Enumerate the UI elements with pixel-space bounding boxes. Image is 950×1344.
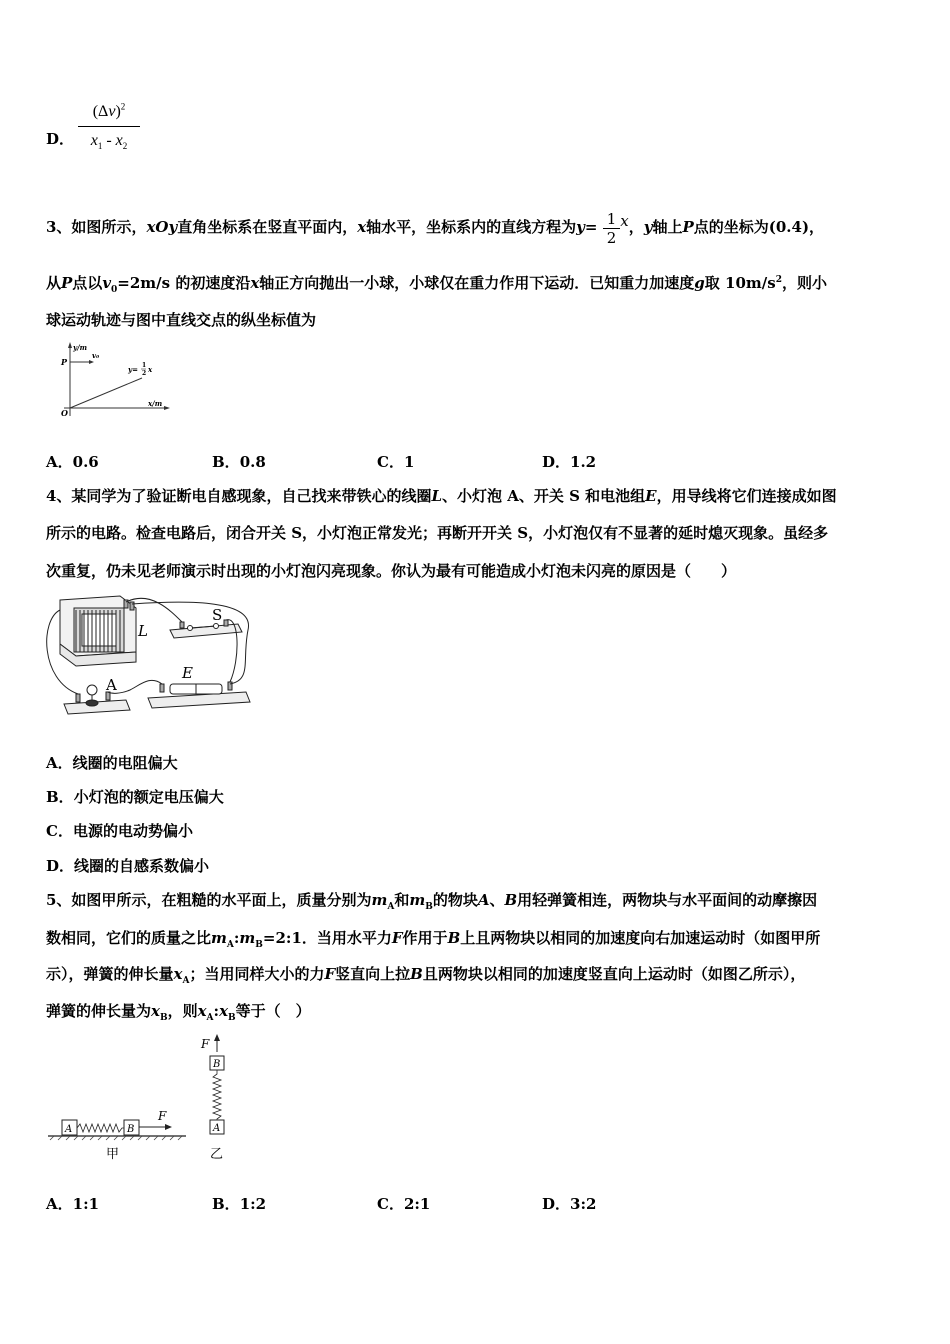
q5-fig-jia-spring (77, 1124, 124, 1132)
q3-v0-arrowhead (89, 360, 94, 364)
q2-fraction-numerator: $(\Delta v)^2$ (92, 101, 126, 120)
q2-fraction-bar (78, 126, 140, 127)
q3-option-b[interactable]: B．0.8 (212, 453, 266, 471)
q5-line-3: 示），弹簧的伸长量$x_A$；当用同样大小的力F竖直向上拉B且两物块以相同的加速度竖直向上运动时（如图乙所示）， (46, 965, 806, 986)
q3-line-3: 球运动轨迹与图中直线交点的纵坐标值为 (46, 311, 317, 329)
q5-fig-jia-f-label: F (158, 1109, 167, 1123)
q5-line-4: 弹簧的伸长量为$x_B$，则$x_A:x_B$等于（ ） (46, 1002, 311, 1023)
q5-fig-yi-caption: 乙 (210, 1147, 224, 1162)
q3-line-2: 从P点以$v_0=2m/s$ 的初速度沿x轴正方向抛出一小球，小球仅在重力作用下运动．已知重力加速度g取 $10m/s^2$，则小 (46, 274, 827, 295)
q5-figure (46, 1032, 246, 1167)
q3-option-c[interactable]: C．1 (377, 453, 415, 471)
q4-line-1: 4、某同学为了验证断电自感现象，自己找来带铁心的线圈L、小灯泡 A、开关 S 和电池组E，用导线将它们连接成如图 (46, 487, 837, 505)
q4-bulb-a (64, 685, 130, 714)
q4-battery-e (148, 682, 250, 708)
q4-fig-l: L (138, 622, 148, 640)
q4-option-d[interactable]: D．线圈的自感系数偏小 (46, 857, 210, 875)
q5-fig-jia-b-label: B (127, 1124, 135, 1135)
q4-switch-s (170, 620, 242, 638)
q3-figure (58, 340, 173, 420)
q4-fig-e: E (182, 664, 193, 682)
q3-fig-xlabel: x/m (148, 399, 163, 408)
q3-fig-line-label: y= (128, 365, 138, 374)
q3-option-a[interactable]: A．0.6 (46, 453, 99, 471)
q5-line-1: 5、如图甲所示，在粗糙的水平面上，质量分别为$m_A$和$m_B$的物块A、B用轻弹簧相连，两物块与水平面间的动摩擦因 (46, 891, 818, 912)
q2-fraction-denominator: $x_1 - x_2$ (90, 132, 128, 152)
q3-fig-line-frac-den: 2 (142, 370, 147, 377)
q3-fig-o: O (61, 408, 68, 418)
q3-line-y-half-x (70, 378, 142, 408)
q5-fig-jia-force-arrowhead (165, 1124, 172, 1130)
q3-fig-ylabel: y/m (73, 343, 88, 352)
q5-fig-yi-b-label: B (213, 1059, 221, 1070)
q3-fig-line-frac-num: 1 (142, 362, 147, 369)
q2-option-d-fraction (78, 100, 140, 153)
q4-option-c[interactable]: C．电源的电动势偏小 (46, 822, 193, 840)
q3-fig-v0: v₀ (92, 351, 100, 360)
q4-option-b[interactable]: B．小灯泡的额定电压偏大 (46, 788, 224, 806)
q5-option-a[interactable]: A．1:1 (46, 1195, 100, 1213)
q3-option-d[interactable]: D．1.2 (542, 453, 597, 471)
q3-y-axis-arrow (68, 342, 72, 348)
q5-fig-yi-spring (213, 1070, 221, 1120)
q5-fig-yi-force-arrowhead (214, 1034, 220, 1041)
q4-circuit-figure (40, 590, 272, 725)
q5-fig-yi-a-label: A (213, 1123, 221, 1134)
q5-fig-jia-caption: 甲 (106, 1147, 120, 1162)
q5-option-b[interactable]: B．1:2 (212, 1195, 267, 1213)
q4-option-a[interactable]: A．线圈的电阻偏大 (46, 754, 178, 772)
q5-option-d[interactable]: D．3:2 (542, 1195, 597, 1213)
q2-option-d-label: D． (46, 130, 75, 148)
q5-fig-jia-ground (48, 1136, 186, 1140)
q4-fig-a: A (106, 676, 117, 694)
q3-line-1: 3、如图所示，xOy直角坐标系在竖直平面内，x轴水平，坐标系内的直线方程为y= $\frac{1}{2}$ x，y轴上P点的坐标为(0.4)， (46, 209, 825, 247)
q3-fig-line-var: x (148, 365, 153, 374)
q3-fig-p: P (61, 357, 68, 367)
q3-line-equation-fraction: $\frac{1}{2}$ (603, 210, 621, 247)
q5-fig-jia-a-label: A (65, 1124, 73, 1135)
q5-option-c[interactable]: C．2:1 (377, 1195, 431, 1213)
q4-coil-l (60, 596, 136, 666)
q5-fig-yi-f-label: F (201, 1037, 210, 1051)
q4-line-2: 所示的电路。检查电路后，闭合开关 S，小灯泡正常发光；再断开开关 S，小灯泡仅有不显著的延时熄灭现象。虽经多 (46, 524, 829, 542)
q5-line-2: 数相同，它们的质量之比$m_A:m_B=2:1$．当用水平力F作用于B上且两物块以相同的加速度向右加速运动时（如图甲所 (46, 929, 821, 950)
q4-fig-s: S (212, 606, 223, 624)
q4-line-3: 次重复，仍未见老师演示时出现的小灯泡闪亮现象。你认为最有可能造成小灯泡未闪亮的原因是（ ） (46, 562, 737, 580)
q3-x-axis-arrow (164, 406, 170, 410)
